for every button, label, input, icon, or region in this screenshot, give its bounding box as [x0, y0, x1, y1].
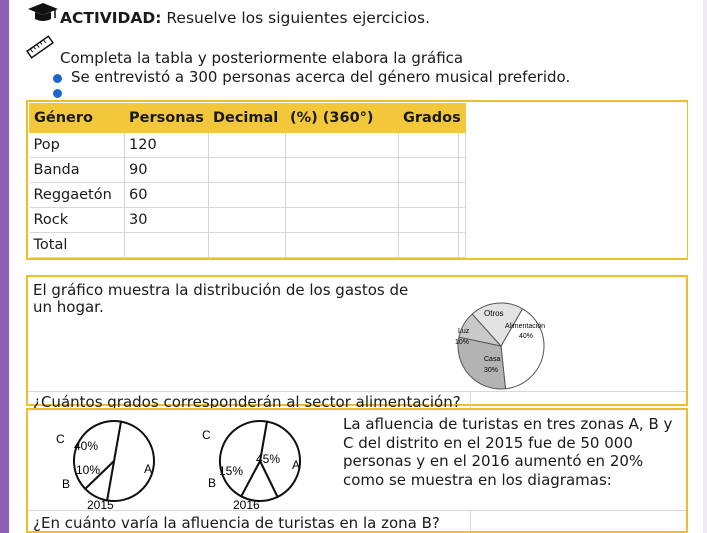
table-row — [30, 158, 466, 183]
cell-porcentaje[interactable] — [285, 233, 398, 258]
cell-decimal[interactable] — [208, 183, 285, 208]
pie-2015-slices — [74, 421, 154, 501]
cell-grados[interactable] — [398, 233, 465, 258]
tourism-pie-2016 — [200, 417, 320, 512]
graph-blank-area — [458, 103, 687, 258]
zone-b-label: B — [62, 477, 71, 491]
header-decimal: Decimal — [208, 104, 285, 133]
cell-genero: Pop — [30, 133, 125, 158]
table-row — [30, 208, 466, 233]
expense-pie-chart — [446, 300, 562, 392]
year-2016-label: 2016 — [233, 498, 260, 512]
left-accent-strip — [0, 0, 9, 533]
header-grados: Grados — [398, 104, 465, 133]
pie-value-luz: 10% — [455, 339, 470, 346]
cell-personas: 90 — [125, 158, 209, 183]
header-personas: Personas — [125, 104, 209, 133]
survey-statement: Se entrevistó a 300 personas acerca del género musical preferido. — [71, 68, 571, 86]
zone-b-percent: 10% — [76, 463, 101, 477]
table-row — [30, 183, 466, 208]
instruction-subtitle: Completa la tabla y posteriormente elabora la gráfica — [60, 49, 464, 67]
ruler-icon — [26, 35, 54, 59]
table-row — [30, 233, 466, 258]
expense-statement: El gráfico muestra la distribución de los gastos de un hogar. — [33, 281, 409, 316]
answer-divider — [470, 392, 471, 408]
right-accent-strip — [703, 0, 707, 533]
cell-porcentaje[interactable] — [285, 208, 398, 233]
cell-genero: Total — [30, 233, 125, 258]
bullet-dot — [53, 74, 62, 83]
header-porcentaje: (%) (360°) — [285, 104, 398, 133]
cell-genero: Banda — [30, 158, 125, 183]
pie-label-luz: Luz — [458, 328, 470, 335]
tourism-statement: La afluencia de turistas en tres zonas A, B y C del distrito en el 2015 fue de 50 000 personas y en el 2016 aumentó en 20% como se muestra en los diagramas: — [343, 415, 673, 489]
divider — [28, 391, 686, 392]
tourism-pie-2015 — [54, 417, 174, 512]
zone-b-label: B — [208, 476, 217, 490]
cell-porcentaje[interactable] — [285, 183, 398, 208]
header-genero: Género — [30, 104, 125, 133]
zone-a-label: A — [144, 462, 153, 476]
graduation-cap-icon — [27, 2, 59, 24]
music-genre-table — [29, 103, 466, 258]
zone-c-label: C — [202, 428, 211, 442]
cell-personas: 60 — [125, 183, 209, 208]
zone-c-label: C — [56, 432, 65, 446]
cell-decimal[interactable] — [208, 233, 285, 258]
answer-divider — [470, 511, 471, 531]
pie-label-casa: Casa — [484, 356, 501, 363]
cell-grados[interactable] — [398, 183, 465, 208]
expense-question: ¿Cuántos grados corresponderán al sector alimentación? — [33, 393, 461, 411]
bullet-dot — [53, 89, 62, 98]
cell-personas: 120 — [125, 133, 209, 158]
cell-personas: 30 — [125, 208, 209, 233]
pie-label-alimentacion: Alimentación — [505, 323, 546, 330]
table-header-row — [30, 104, 466, 133]
cell-genero: Rock — [30, 208, 125, 233]
cell-grados[interactable] — [398, 133, 465, 158]
cell-decimal[interactable] — [208, 133, 285, 158]
activity-heading: ACTIVIDAD: Resuelve los siguientes ejercicios. — [60, 9, 431, 27]
zone-a-label: A — [292, 458, 301, 472]
pie-value-alimentacion: 40% — [519, 333, 534, 340]
cell-grados[interactable] — [398, 158, 465, 183]
cell-decimal[interactable] — [208, 208, 285, 233]
cell-grados[interactable] — [398, 208, 465, 233]
cell-porcentaje[interactable] — [285, 158, 398, 183]
cell-personas[interactable] — [125, 233, 209, 258]
tourism-question: ¿En cuánto varía la afluencia de turistas en la zona B? — [33, 514, 440, 532]
pie-value-casa: 30% — [484, 367, 499, 374]
cell-decimal[interactable] — [208, 158, 285, 183]
cell-genero: Reggaetón — [30, 183, 125, 208]
pie-label-otros: Otros — [484, 309, 504, 318]
zone-c-percent: 45% — [256, 452, 281, 466]
zone-c-percent: 40% — [74, 439, 99, 453]
table-row — [30, 133, 466, 158]
cell-porcentaje[interactable] — [285, 133, 398, 158]
year-2015-label: 2015 — [87, 498, 114, 512]
zone-b-percent: 15% — [219, 464, 244, 478]
